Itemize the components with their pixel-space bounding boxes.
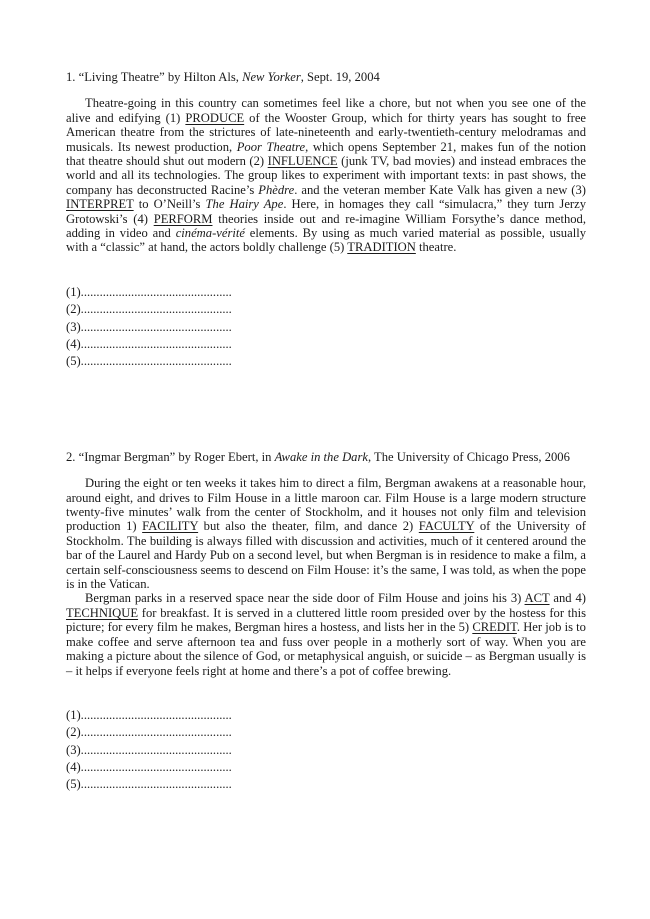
term-cinema-verite: cinéma-vérité	[175, 226, 245, 241]
section-1-publication: New Yorker	[242, 70, 301, 84]
section-2-passage-1	[66, 476, 586, 591]
keyword-facility: FACILITY	[142, 519, 199, 534]
passage-text: Theatre-going in this country can sometimes feel like a chore, but not when you see one of the alive and edifying (1)	[66, 96, 586, 125]
answer-blank-5[interactable]: (5)................................................	[66, 354, 232, 369]
keyword-act: ACT	[524, 591, 550, 606]
passage-text: . Here, in homages they call “simulacra,” they turn Jerzy Grotowski’s (4)	[66, 197, 586, 226]
section-2-source: “Ingmar Bergman” by Roger Ebert, in	[75, 449, 275, 464]
worksheet-page	[66, 70, 586, 795]
title-poor-theatre: Poor Theatre	[236, 139, 306, 154]
section-1-number: 1.	[66, 70, 76, 84]
answer-blank-1[interactable]: (1)................................................	[66, 707, 232, 722]
passage-text: to O’Neill’s	[133, 197, 206, 212]
passage-text: but also the theater, film, and dance 2)	[198, 519, 419, 534]
keyword-credit: CREDIT	[472, 620, 517, 635]
section-2-answer-blanks	[66, 708, 586, 795]
section-1-heading	[66, 70, 586, 84]
section-2-publisher: , The University of Chicago Press, 2006	[367, 449, 570, 464]
answer-blank-3[interactable]: (3)................................................	[66, 319, 232, 334]
section-2-book-title: Awake in the Dark	[274, 449, 368, 464]
keyword-influence: INFLUENCE	[267, 154, 338, 169]
passage-text: of the Wooster Group, which for thirty years has sought to free American theatre from the strictures of late-nineteenth and early-twentieth-century melodramas and musicals. Its newest production,	[66, 110, 587, 154]
passage-text: . Her job is to make coffee and serve afternoon tea and fuss over people in a motherly sort of way. When you are making a picture about the silence of God, or metaphysical anguish, or suicide – as Bergman usually is – it helps if everyone feels right at home and there’s a pot of coffee brewing.	[66, 620, 586, 678]
answer-blank-5[interactable]: (5)................................................	[66, 777, 232, 792]
answer-blank-4[interactable]: (4)................................................	[66, 760, 232, 775]
passage-text: theories inside out and re-imagine William Forsythe’s dance method, adding in video and	[66, 211, 586, 241]
title-hairy-ape: The Hairy Ape	[205, 197, 284, 212]
passage-text: elements. By using as much varied material as possible, usually with a “classic” at hand, the actors boldly challenge (5)	[66, 226, 586, 255]
keyword-interpret: INTERPRET	[66, 197, 134, 212]
answer-blank-2[interactable]: (2)................................................	[66, 725, 232, 740]
passage-text: and 4)	[549, 591, 586, 606]
section-2-number: 2.	[66, 449, 76, 464]
section-1-source: “Living Theatre” by Hilton Als,	[75, 70, 243, 84]
answer-blank-1[interactable]: (1)................................................	[66, 284, 232, 299]
answer-blank-2[interactable]: (2)................................................	[66, 302, 232, 317]
passage-text: of the University of Stockholm. The building is always filled with discussion and activities, much of it centered around the bar of the Laurel and Hardy Pub on a second level, but when Bergman is in residence to make a film, a certain self-consciousness seems to descend on Film House: it’s the same, I was told, as when the pope is in the Vatican.	[66, 519, 586, 592]
answer-blank-3[interactable]: (3)................................................	[66, 742, 232, 757]
section-1-date: , Sept. 19, 2004	[300, 70, 380, 84]
section-1-passage	[66, 96, 586, 254]
passage-text: Bergman parks in a reserved space near the side door of Film House and joins his 3)	[85, 591, 525, 606]
keyword-technique: TECHNIQUE	[66, 605, 139, 620]
section-1	[66, 70, 586, 372]
answer-blank-4[interactable]: (4)................................................	[66, 337, 232, 352]
keyword-perform: PERFORM	[153, 211, 213, 226]
passage-text: , which opens September 21, makes fun of the notion that theatre should shut out modern (2)	[66, 139, 587, 169]
keyword-faculty: FACULTY	[418, 519, 475, 534]
passage-text: theatre.	[415, 240, 457, 255]
section-2	[66, 450, 586, 795]
keyword-produce: PRODUCE	[185, 110, 245, 125]
section-2-heading	[66, 450, 586, 464]
title-phedre: Phèdre	[258, 182, 295, 197]
passage-text: . and the veteran member Kate Valk has given a new (3)	[294, 182, 586, 197]
keyword-tradition: TRADITION	[347, 240, 416, 255]
passage-text: During the eight or ten weeks it takes him to direct a film, Bergman awakens at a reasonable hour, around eight, and drives to Film House in a little maroon car. Film House is a large modern structure twenty-five minutes’ walk from the center of Stockholm, and it houses not only film and television production 1)	[66, 476, 586, 534]
section-1-answer-blanks	[66, 285, 586, 372]
passage-text: for breakfast. It is served in a cluttered little room presided over by the hostess for this picture; for every film he makes, Bergman hires a hostess, and lists her in the 5)	[66, 605, 586, 635]
section-2-passage-2	[66, 591, 586, 677]
passage-text: (junk TV, bad movies) and instead embraces the world and all its technologies. The group likes to experiment with important texts: in past shows, the company has deconstructed Racine’s	[66, 154, 586, 197]
